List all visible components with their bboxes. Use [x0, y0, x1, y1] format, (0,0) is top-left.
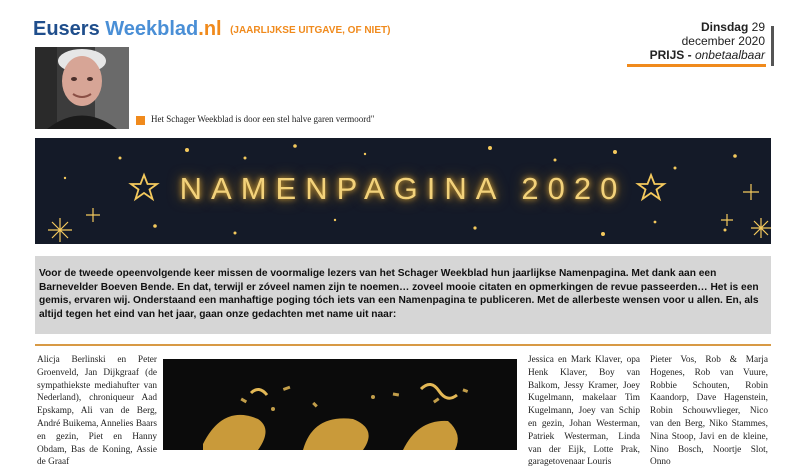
intro-divider: [35, 344, 771, 346]
celebration-2021-image: [163, 359, 517, 450]
date-side-bar: [771, 26, 774, 66]
pull-quote: Het Schager Weekblad is door een stel halve garen vermoord": [151, 114, 375, 124]
banner-title: NAMENPAGINA 2020: [179, 171, 627, 206]
names-column-1-text: Alicja Berlinski en Peter Groenveld, Jan Dijkgraaf (de sympathiekste mediahufter van Nederland), chroniqueur Aad Epskamp, Ali van de Berg, André Buikema, Annelies Baars en gezin, Piet en Hanny Obdam, Bas de Koning, Assie de Graaf: [37, 355, 157, 468]
names-column-3: [528, 354, 640, 469]
portrait-image: [35, 47, 129, 129]
title-banner: [35, 138, 771, 244]
date-box: [650, 20, 765, 62]
quote-bullet-icon: [136, 116, 145, 125]
brand-name-part2: Weekblad: [105, 18, 199, 40]
masthead-tagline: (JAARLIJKSE UITGAVE, OF NIET): [230, 25, 391, 36]
names-column-4: [650, 354, 768, 469]
price-label: PRIJS -: [649, 48, 692, 62]
new-year-image: [163, 359, 517, 450]
intro-paragraph: Voor de tweede opeenvolgende keer missen de voormalige lezers van het Schager Weekblad hun jaarlijkse Namenpagina. Met dank aan een Barnevelder Boeven Bende. En dat, terwijl er zóveel namen zijn te noemen… zoveel mooie citaten en opmerkingen de revue passeerden… Het is een gemis, ervaren wij. Onderstaand een manhaftige poging tóch iets van een Namenpagina te publiceren. Met de allerbeste wensen voor u allen. En, als altijd tegen het eind van het jaar, gaan onze gedachten met name uit naar:: [39, 268, 759, 320]
names-column-3-text: Jessica en Mark Klaver, opa Henk Klaver, Boy van Balkom, Jessy Kramer, Joey Kugelmann, makelaar Tim Kugelmann, Joey van Schip en gezin, Johan Westerman, Patriek Westerman, Linda van der Eijk, Lotte Prak, garagetovenaar Louris: [528, 355, 640, 468]
brand-name-part3: .nl: [198, 18, 222, 40]
names-column-4-text: Pieter Vos, Rob & Marja Hogenes, Rob van Vuure, Robbie Schouten, Robin Kaandorp, Dave Hagenstein, Robin Schouwvlieger, Nico van den Berg, Niko Stammes, Nina Stoop, Javi en de kleine, Nino Bosch, Noortje Slot, Onno: [650, 355, 768, 468]
author-photo: [35, 47, 129, 129]
brand-name-part1: Eusers: [33, 18, 106, 40]
masthead: [33, 18, 390, 41]
intro-box: [35, 256, 771, 334]
price-value: onbetaalbaar: [694, 48, 765, 62]
month-year: december 2020: [681, 34, 765, 48]
date-underline: [627, 64, 766, 67]
weekday: Dinsdag: [700, 20, 749, 34]
day-number: 29: [751, 20, 765, 34]
names-column-1: [37, 354, 157, 469]
